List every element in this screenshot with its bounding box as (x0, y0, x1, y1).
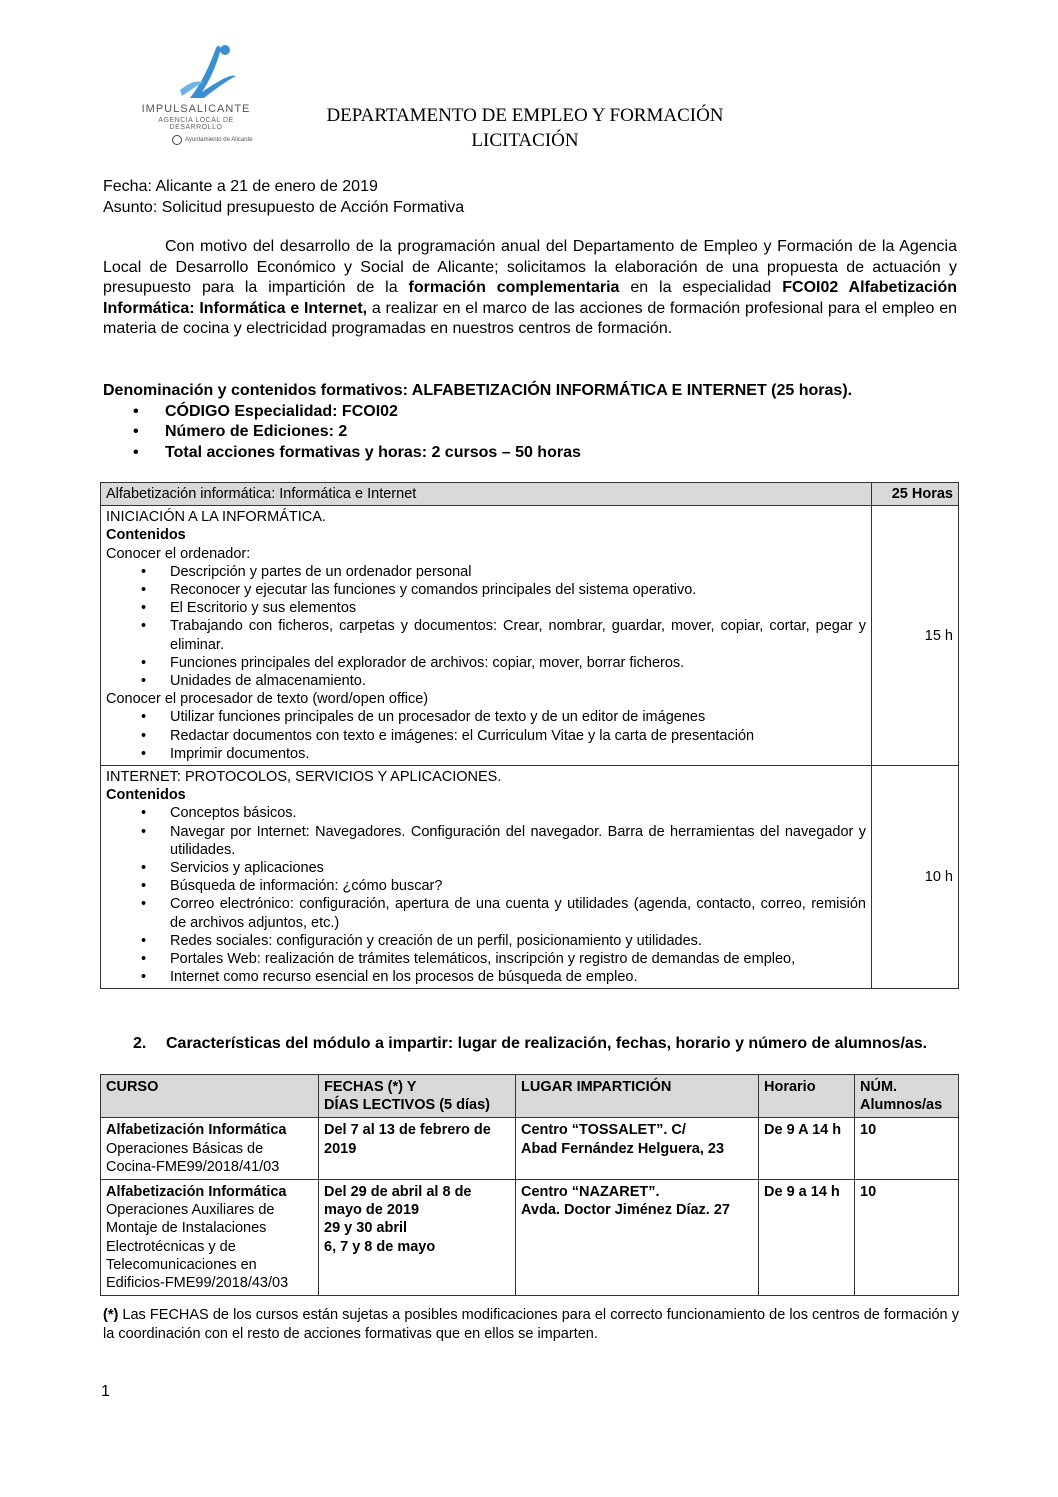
cell-curso (101, 1180, 319, 1296)
header-department: DEPARTAMENTO DE EMPLEO Y FORMACIÓN (326, 105, 724, 126)
intro-paragraph (103, 237, 957, 340)
lugar-line: Centro “TOSSALET”. C/ (521, 1122, 686, 1139)
module-contenidos: Contenidos (106, 527, 186, 544)
module-hours: 15 h (872, 506, 959, 766)
intro-bold2: FCOI02 Alfabetización Informática: Informática e Internet, (103, 279, 958, 317)
cell-lugar (516, 1180, 759, 1296)
contents-header-hours: 25 Horas (872, 483, 959, 506)
table-row (101, 1118, 959, 1180)
lugar-line: Centro “NAZARET”. (521, 1184, 660, 1201)
denominacion-title: Denominación y contenidos formativos: ALFABETIZACIÓN INFORMÁTICA E INTERNET (25 horas). (103, 382, 853, 399)
cell-curso (101, 1118, 319, 1180)
footnote (103, 1306, 959, 1344)
intro-bold1: formación complementaria (408, 279, 620, 296)
list-item: • Servicios y aplicaciones (106, 859, 866, 877)
list-item: • Correo electrónico: configuración, apertura de una cuenta y utilidades (agenda, contacto, correo, remisión de archivos adjuntos, etc.) (106, 895, 866, 931)
contents-header-title: Alfabetización informática: Informática e Internet (101, 483, 872, 506)
seal-text: Ayuntamiento de Alicante (185, 137, 253, 143)
module-contenidos: Contenidos (106, 787, 186, 804)
list-item: • Utilizar funciones principales de un procesador de texto y de un editor de imágenes (106, 708, 866, 726)
footnote-mark: (*) (103, 1307, 119, 1323)
courses-table-header (101, 1075, 959, 1118)
list-item: • Imprimir documentos. (106, 745, 866, 763)
list-item: • Portales Web: realización de trámites telemáticos, inscripción y registro de demandas de empleo, (106, 950, 866, 968)
col-fechas (319, 1075, 516, 1118)
module-title: INICIACIÓN A LA INFORMÁTICA. (106, 509, 326, 526)
col-num (855, 1075, 959, 1118)
list-item: • Navegar por Internet: Navegadores. Configuración del navegador. Barra de herramientas del navegador y utilidades. (106, 823, 866, 859)
col-num-line1: NÚM. (860, 1079, 898, 1095)
curso-detail: Operaciones Auxiliares de Montaje de Instalaciones Electrotécnicas y de Telecomunicaciones en Edificios-FME99/2018/43/03 (106, 1202, 289, 1292)
list-item: • Redactar documentos con texto e imágenes: el Curriculum Vitae y la carta de presentación (106, 727, 866, 745)
lugar-line: Abad Fernández Helguera, 23 (521, 1140, 725, 1157)
list-item: • Internet como recurso esencial en los procesos de búsqueda de empleo. (106, 968, 866, 986)
lugar-line: Avda. Doctor Jiménez Díaz. 27 (521, 1202, 730, 1219)
seal-icon (172, 135, 182, 145)
denominacion-item: • CÓDIGO Especialidad: FCOI02 (103, 402, 963, 423)
fechas-line: 29 y 30 abril (324, 1220, 408, 1237)
cell-fechas (319, 1118, 516, 1180)
group-heading: Conocer el ordenador: (106, 545, 251, 562)
col-curso: CURSO (101, 1075, 319, 1118)
logo-subtitle: AGENCIA LOCAL DE DESARROLLO (158, 117, 234, 131)
curso-detail: Operaciones Básicas de Cocina-FME99/2018/41/03 (106, 1140, 280, 1175)
document-meta (103, 176, 464, 218)
denominacion-item: • Total acciones formativas y horas: 2 cursos – 50 horas (103, 443, 963, 464)
denominacion-item: • Número de Ediciones: 2 (103, 422, 963, 443)
page-number: 1 (101, 1383, 110, 1400)
logo-seal (172, 135, 253, 145)
section2-heading (133, 1034, 957, 1054)
courses-table (100, 1074, 959, 1296)
col-fechas-line1: FECHAS (*) Y (324, 1079, 417, 1095)
module-title: INTERNET: PROTOCOLOS, SERVICIOS Y APLICACIONES. (106, 769, 502, 786)
intro-part3: a realizar en el marco de las acciones de formación profesional para el empleo en materia de cocina y electricidad programadas en nuestros centros de formación. (103, 299, 957, 337)
list-item: • Redes sociales: configuración y creación de un perfil, posicionamiento y utilidades. (106, 932, 866, 950)
module-row (101, 766, 959, 989)
list-item: • Unidades de almacenamiento. (106, 672, 866, 690)
list-item: • Descripción y partes de un ordenador personal (106, 563, 866, 581)
list-item: • Reconocer y ejecutar las funciones y comandos principales del sistema operativo. (106, 581, 866, 599)
cell-horario: De 9 A 14 h (759, 1118, 855, 1180)
logo-name: IMPULSALICANTE (141, 103, 251, 115)
cell-lugar (516, 1118, 759, 1180)
header-licitacion: LICITACIÓN (471, 130, 579, 151)
fechas-line: Del 29 de abril al 8 de mayo de 2019 (324, 1184, 472, 1219)
curso-name: Alfabetización Informática (106, 1122, 287, 1139)
curso-name: Alfabetización Informática (106, 1184, 287, 1201)
cell-num: 10 (855, 1180, 959, 1296)
footnote-text: Las FECHAS de los cursos están sujetas a posibles modificaciones para el correcto funcionamiento de los centros de formación y la coordinación con el resto de acciones formativas que en ellos se imparten. (103, 1307, 959, 1342)
col-lugar: LUGAR IMPARTICIÓN (516, 1075, 759, 1118)
list-item: • Funciones principales del explorador de archivos: copiar, mover, borrar ficheros. (106, 654, 866, 672)
module-row (101, 506, 959, 766)
section2-number: 2. (133, 1035, 147, 1052)
logo-figure-icon (130, 40, 260, 102)
col-horario: Horario (759, 1075, 855, 1118)
list-item: • El Escritorio y sus elementos (106, 599, 866, 617)
cell-num: 10 (855, 1118, 959, 1180)
table-row (101, 1180, 959, 1296)
logo (130, 40, 260, 150)
list-item: • Conceptos básicos. (106, 804, 866, 822)
fechas-line: Del 7 al 13 de febrero de 2019 (324, 1122, 491, 1157)
contents-table-header (101, 483, 959, 506)
module-hours: 10 h (872, 766, 959, 989)
col-num-line2: Alumnos/as (860, 1097, 943, 1114)
contents-table (100, 482, 959, 989)
fecha-line: Fecha: Alicante a 21 de enero de 2019 (103, 178, 378, 195)
fechas-line: 6, 7 y 8 de mayo (324, 1238, 436, 1255)
list-item: • Búsqueda de información: ¿cómo buscar? (106, 877, 866, 895)
intro-part2: en la especialidad (619, 279, 783, 296)
list-item: • Trabajando con ficheros, carpetas y documentos: Crear, nombrar, guardar, mover, copiar, cortar, pegar y eliminar. (106, 617, 866, 653)
cell-fechas (319, 1180, 516, 1296)
asunto-line: Asunto: Solicitud presupuesto de Acción Formativa (103, 199, 465, 216)
denominacion-section (103, 381, 963, 463)
document-header (300, 103, 750, 153)
intro-part1: Con motivo del desarrollo de la programación anual del Departamento de Empleo y Formación de la Agencia Local de Desarrollo Económico y Social de Alicante; solicitamos la elaboración de una propuesta de actuación y presupuesto para la impartición de la (103, 238, 957, 296)
group-heading: Conocer el procesador de texto (word/open office) (106, 691, 429, 708)
col-fechas-line2: DÍAS LECTIVOS (5 días) (324, 1097, 490, 1114)
section2-text: Características del módulo a impartir: lugar de realización, fechas, horario y número de alumnos/as. (166, 1035, 928, 1052)
cell-horario: De 9 a 14 h (759, 1180, 855, 1296)
